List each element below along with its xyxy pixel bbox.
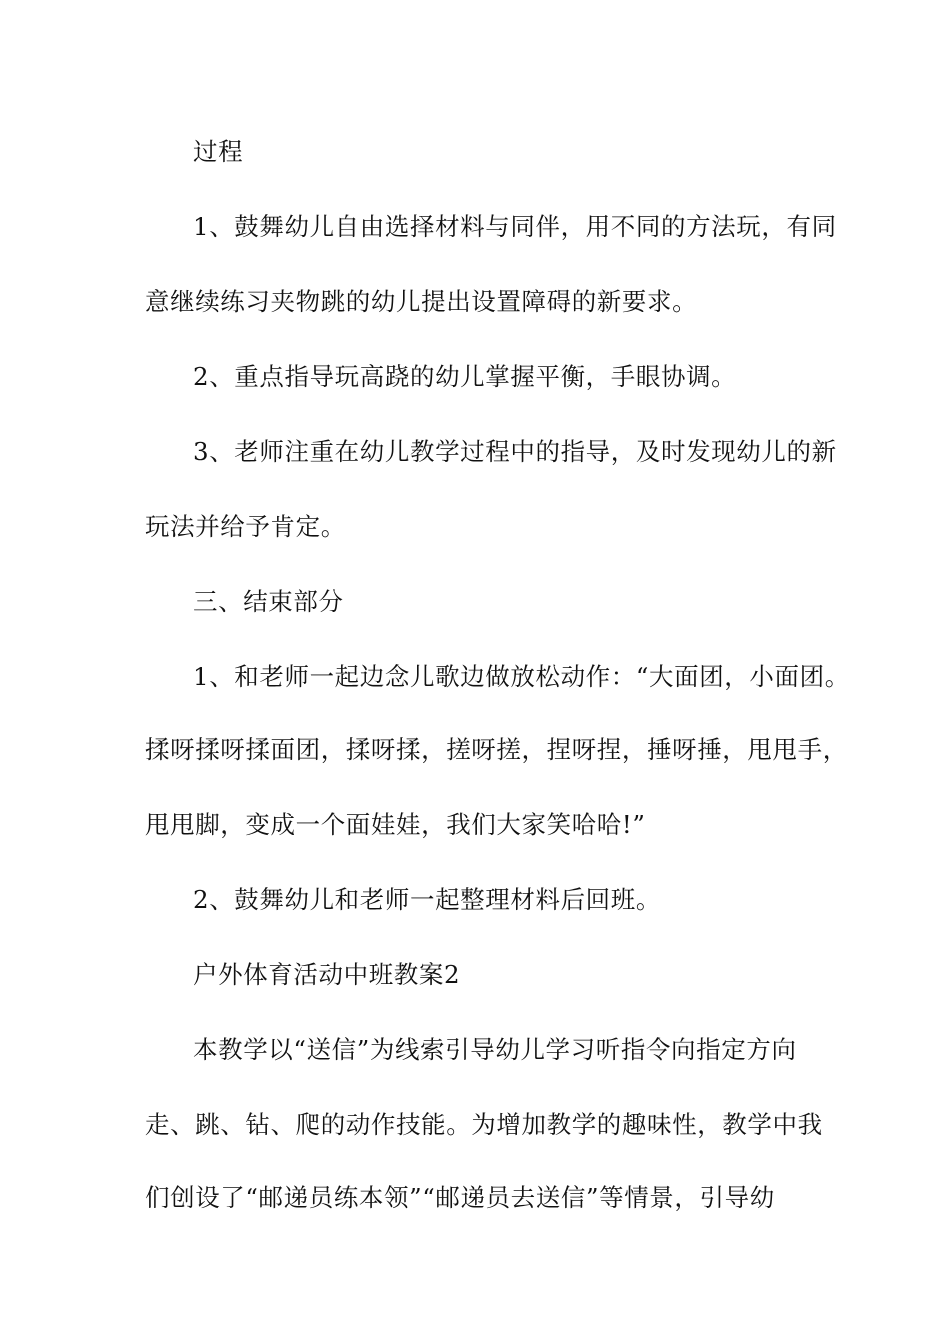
paragraph-line: 本教学以“送信”为线索引导幼儿学习听指令向指定方向: [193, 1035, 797, 1064]
paragraph-line: 2、重点指导玩高跷的幼儿掌握平衡，手眼协调。: [193, 362, 737, 391]
paragraph-line: 1、和老师一起边念儿歌边做放松动作：“大面团，小面团。: [193, 662, 850, 691]
section-heading-process: 过程: [193, 137, 244, 166]
paragraph-line: 1、鼓舞幼儿自由选择材料与同伴，用不同的方法玩，有同: [193, 212, 837, 241]
paragraph-line: 3、老师注重在幼儿教学过程中的指导，及时发现幼儿的新: [193, 437, 837, 466]
paragraph-line: 2、鼓舞幼儿和老师一起整理材料后回班。: [193, 885, 661, 914]
paragraph-line: 们创设了“邮递员练本领”“邮递员去送信”等情景，引导幼: [145, 1183, 775, 1212]
paragraph-line: 揉呀揉呀揉面团，揉呀揉，搓呀搓，捏呀捏，捶呀捶，甩甩手，: [145, 735, 848, 764]
section-title-lesson-plan-2: 户外体育活动中班教案2: [193, 960, 461, 989]
paragraph-line: 意继续练习夹物跳的幼儿提出设置障碍的新要求。: [145, 287, 698, 316]
paragraph-line: 玩法并给予肯定。: [145, 512, 346, 541]
paragraph-line: 走、跳、钻、爬的动作技能。为增加教学的趣味性，教学中我: [145, 1110, 823, 1139]
section-heading-ending: 三、结束部分: [193, 587, 344, 616]
paragraph-line: 甩甩脚，变成一个面娃娃，我们大家笑哈哈!”: [145, 810, 646, 839]
